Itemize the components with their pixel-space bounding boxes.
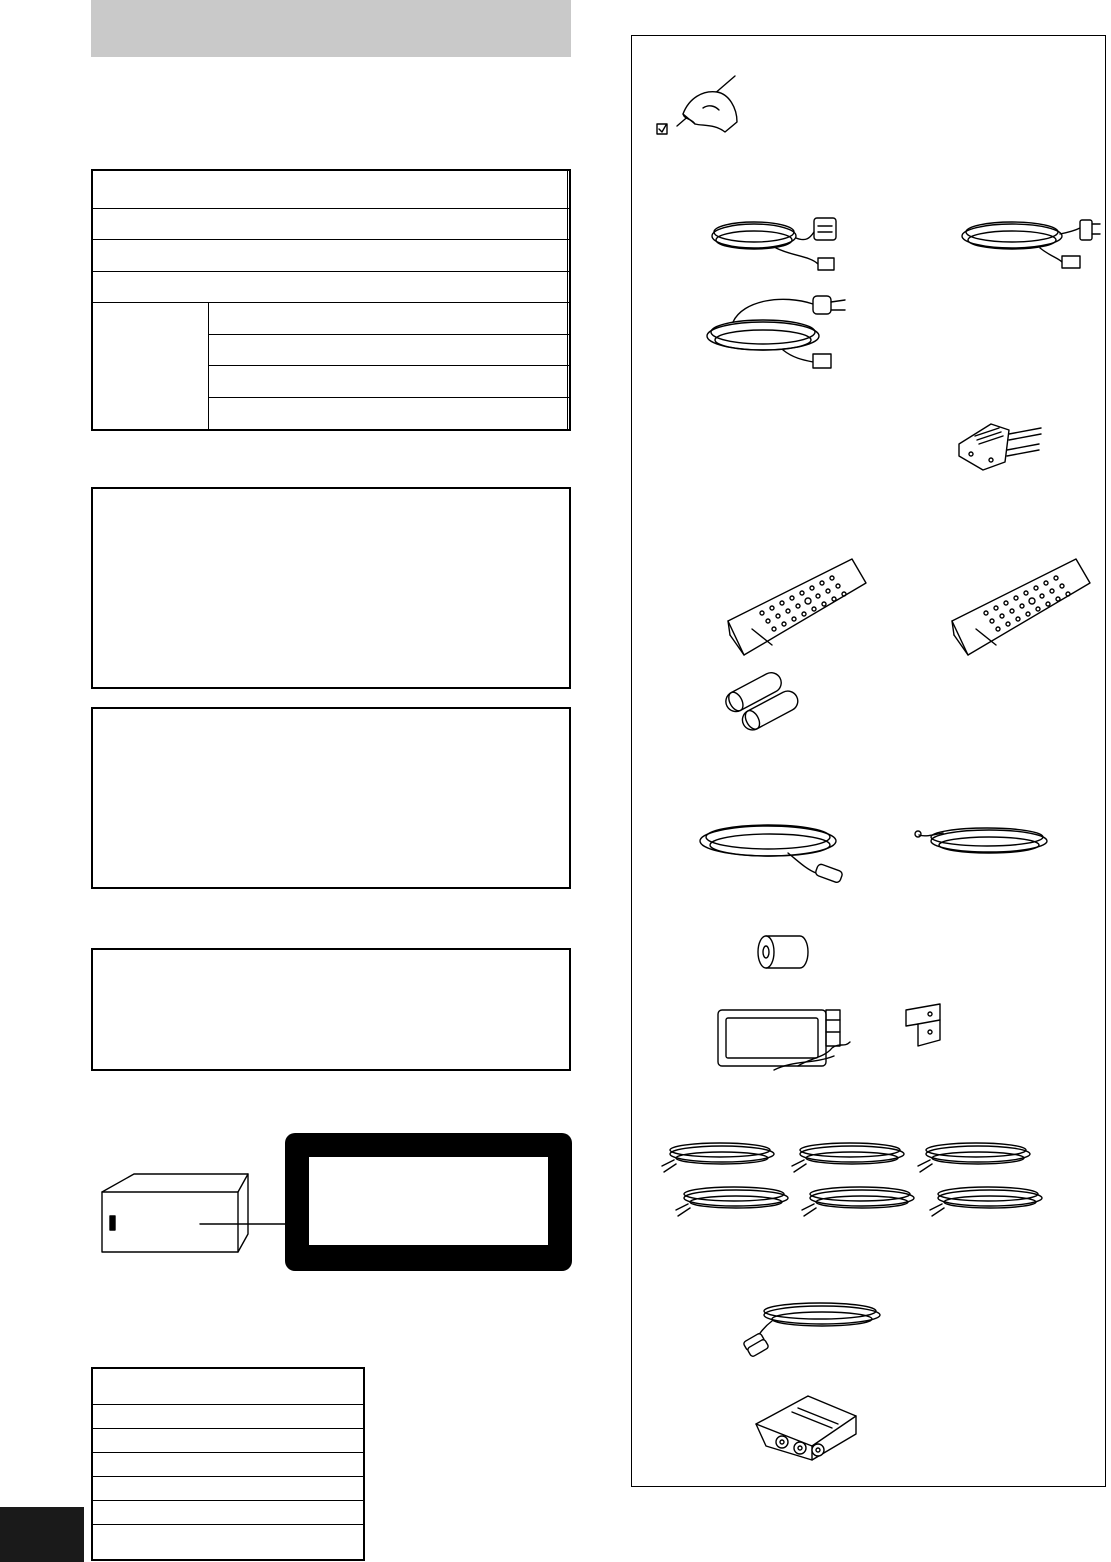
ferrite-core-icon (754, 932, 810, 972)
ac-mains-lead-uk-icon (706, 208, 841, 272)
remote-control-icon (722, 555, 870, 660)
spec-cell (568, 303, 570, 335)
laser-label-frame (285, 1133, 572, 1271)
notice-box-2 (91, 707, 571, 889)
laser-label-inner (309, 1157, 548, 1245)
spec-group-cell (92, 303, 209, 430)
spec-cell (209, 397, 568, 430)
product-unit-icon (100, 1172, 290, 1262)
spec-cell (568, 208, 570, 240)
video-cable-icon (742, 1295, 882, 1355)
am-antenna-icon (913, 815, 1048, 865)
small-table-cell (92, 1452, 364, 1476)
small-table-cell (92, 1428, 364, 1452)
spec-cell (568, 240, 570, 272)
remote-control-alt-icon (946, 555, 1094, 660)
spec-cell (209, 366, 568, 398)
scart-adaptor-icon (752, 1390, 862, 1462)
spec-cell (568, 397, 570, 430)
spec-cell (92, 208, 568, 240)
display-panel-icon (714, 1002, 856, 1074)
ac-mains-lead-eu-icon (703, 290, 853, 372)
spec-cell (92, 271, 568, 303)
spec-cell (209, 303, 568, 335)
bracket-icon (900, 1000, 960, 1050)
small-table (91, 1367, 365, 1561)
fm-antenna-icon (698, 815, 848, 887)
spec-cell (568, 334, 570, 366)
speaker-cables-icon (660, 1132, 1050, 1222)
spec-cell (209, 334, 568, 366)
small-table-cell (92, 1524, 364, 1560)
spec-cell (568, 170, 570, 208)
spec-cell (568, 271, 570, 303)
notice-box-3 (91, 948, 571, 1071)
spec-cell (92, 170, 568, 208)
plug-adaptor-icon (955, 418, 1045, 474)
small-table-cell (92, 1368, 364, 1404)
ac-mains-lead-2pin-icon (930, 208, 1100, 272)
spec-table (91, 169, 571, 431)
small-table-cell (92, 1500, 364, 1524)
section-header-bar (91, 0, 571, 57)
pen-hand-icon (655, 74, 745, 146)
spec-cell (568, 366, 570, 398)
spec-cell (92, 240, 568, 272)
page-tab (0, 1507, 84, 1562)
small-table-cell (92, 1476, 364, 1500)
notice-box-1 (91, 487, 571, 689)
small-table-cell (92, 1404, 364, 1428)
batteries-icon (716, 670, 806, 738)
